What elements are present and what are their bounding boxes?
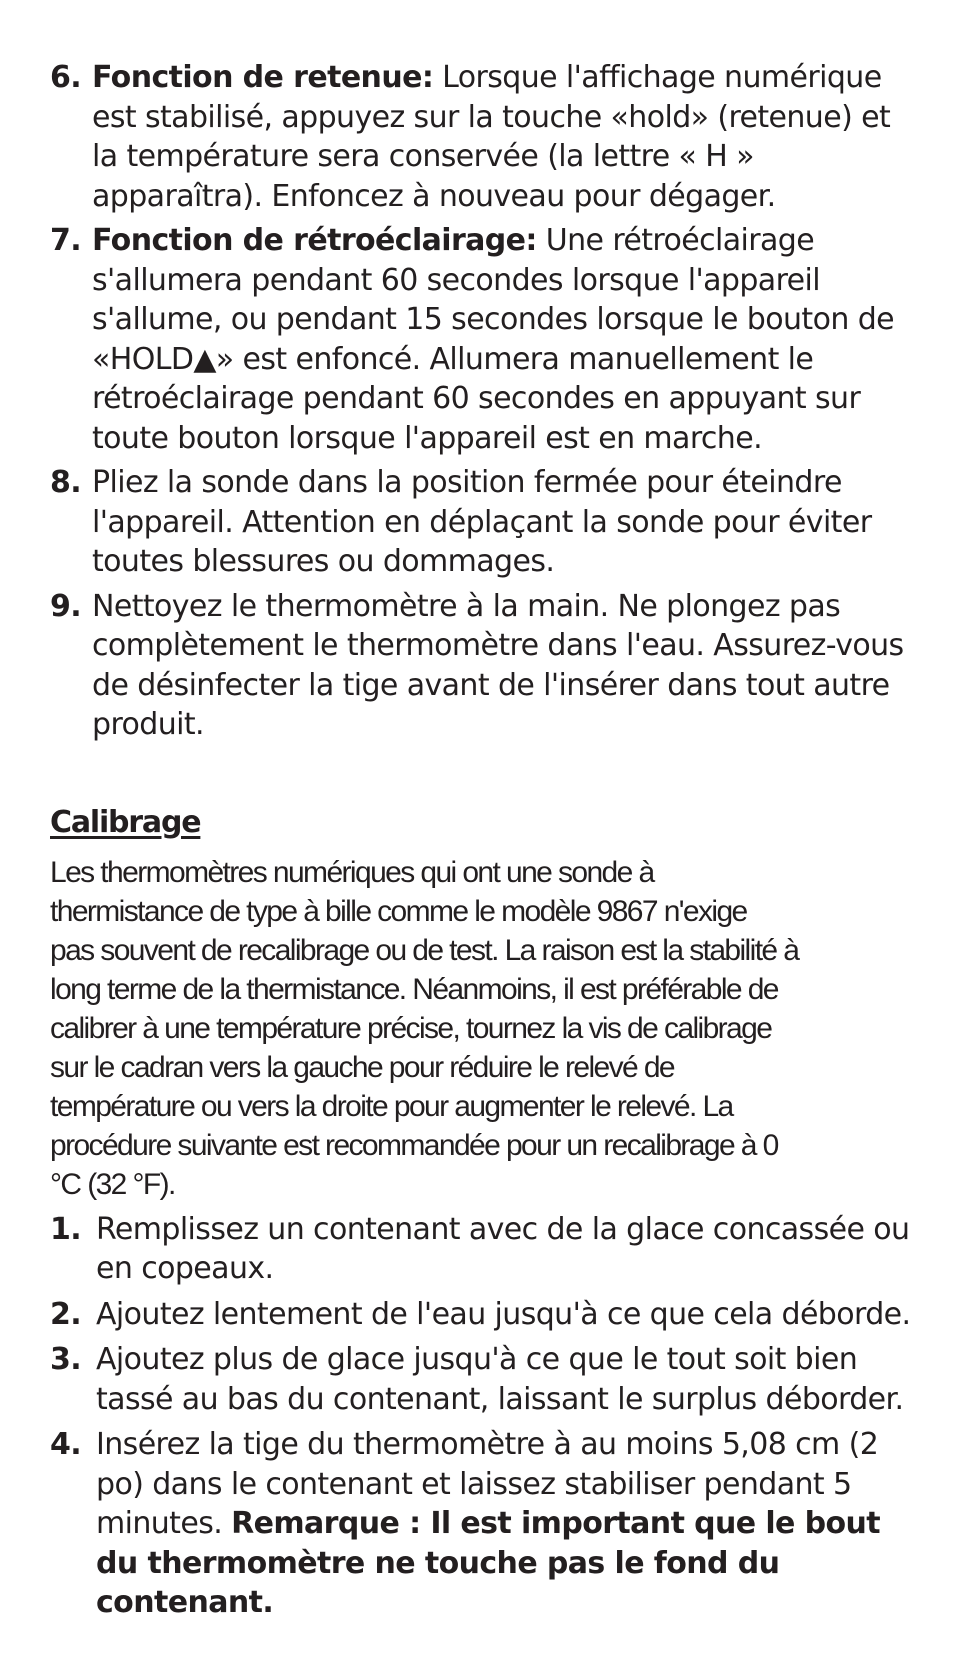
- step-7: [50, 221, 920, 458]
- step-number: 1.: [50, 1211, 82, 1247]
- paragraph-line: température ou vers la droite pour augmenter le relevé. La: [50, 1089, 733, 1123]
- instruction-page: [50, 58, 920, 1629]
- important-note: Remarque : Il est important que le bout du thermomètre ne touche pas le fond du contenant.: [96, 1506, 881, 1620]
- step-number: 9.: [50, 588, 82, 624]
- step-title: Fonction de rétroéclairage:: [92, 223, 537, 258]
- paragraph-line: thermistance de type à bille comme le modèle 9867 n'exige: [50, 894, 747, 928]
- paragraph-line: calibrer à une température précise, tournez la vis de calibrage: [50, 1011, 772, 1045]
- calibration-step-2: [50, 1295, 920, 1335]
- step-text: Pliez la sonde dans la position fermée pour éteindre l'appareil. Attention en déplaçant la sonde pour éviter toutes blessures ou dommages.: [92, 465, 872, 579]
- paragraph-line: Les thermomètres numériques qui ont une sonde à: [50, 855, 654, 889]
- section-heading: Calibrage: [50, 804, 201, 840]
- calibration-step-4: [50, 1425, 920, 1623]
- paragraph-line: long terme de la thermistance. Néanmoins, il est préférable de: [50, 972, 778, 1006]
- paragraph-line: pas souvent de recalibrage ou de test. La raison est la stabilité à: [50, 933, 799, 967]
- step-text: Une rétroéclairage s'allumera pendant 60 secondes lorsque l'appareil s'allume, ou pendant 15 secondes lorsque le bouton de «HOLD▲» est enfoncé. Allumera manuellement le rétroéclairage pendant 60 secondes en appuyant sur toute bouton lorsque l'appareil est en marche.: [92, 223, 894, 456]
- step-6: [50, 58, 920, 216]
- calibration-paragraph: [50, 853, 920, 1204]
- paragraph-line: procédure suivante est recommandée pour un recalibrage à 0: [50, 1128, 778, 1162]
- step-text: Insérez la tige du thermomètre à au moins 5,08 cm (2 po) dans le contenant et laissez stabiliser pendant 5 minutes.: [96, 1427, 879, 1541]
- calibration-section: [50, 803, 920, 1623]
- step-text: Nettoyez le thermomètre à la main. Ne plongez pas complètement le thermomètre dans l'eau. Assurez-vous de désinfecter la tige avant de l'insérer dans tout autre produit.: [92, 588, 904, 742]
- step-9: [50, 587, 920, 745]
- step-8: [50, 463, 920, 582]
- step-text: Lorsque l'affichage numérique est stabilisé, appuyez sur la touche «hold» (retenue) et la température sera conservée (la lettre « H » apparaîtra). Enfoncez à nouveau pour dégager.: [92, 60, 891, 214]
- step-text: Ajoutez plus de glace jusqu'à ce que le tout soit bien tassé au bas du contenant, laissant le surplus déborder.: [96, 1342, 904, 1417]
- calibration-step-1: [50, 1210, 920, 1289]
- paragraph-line: sur le cadran vers la gauche pour réduire le relevé de: [50, 1050, 675, 1084]
- step-text: Remplissez un contenant avec de la glace concassée ou en copeaux.: [96, 1211, 910, 1286]
- step-number: 6.: [50, 60, 82, 95]
- step-number: 2.: [50, 1296, 82, 1332]
- calibration-step-3: [50, 1340, 920, 1419]
- step-number: 8.: [50, 465, 82, 500]
- paragraph-line: °C (32 °F).: [50, 1167, 175, 1201]
- step-number: 7.: [50, 223, 82, 258]
- step-number: 3.: [50, 1342, 82, 1377]
- step-number: 4.: [50, 1427, 82, 1462]
- step-title: Fonction de retenue:: [92, 60, 434, 95]
- step-text: Ajoutez lentement de l'eau jusqu'à ce que cela déborde.: [96, 1296, 911, 1332]
